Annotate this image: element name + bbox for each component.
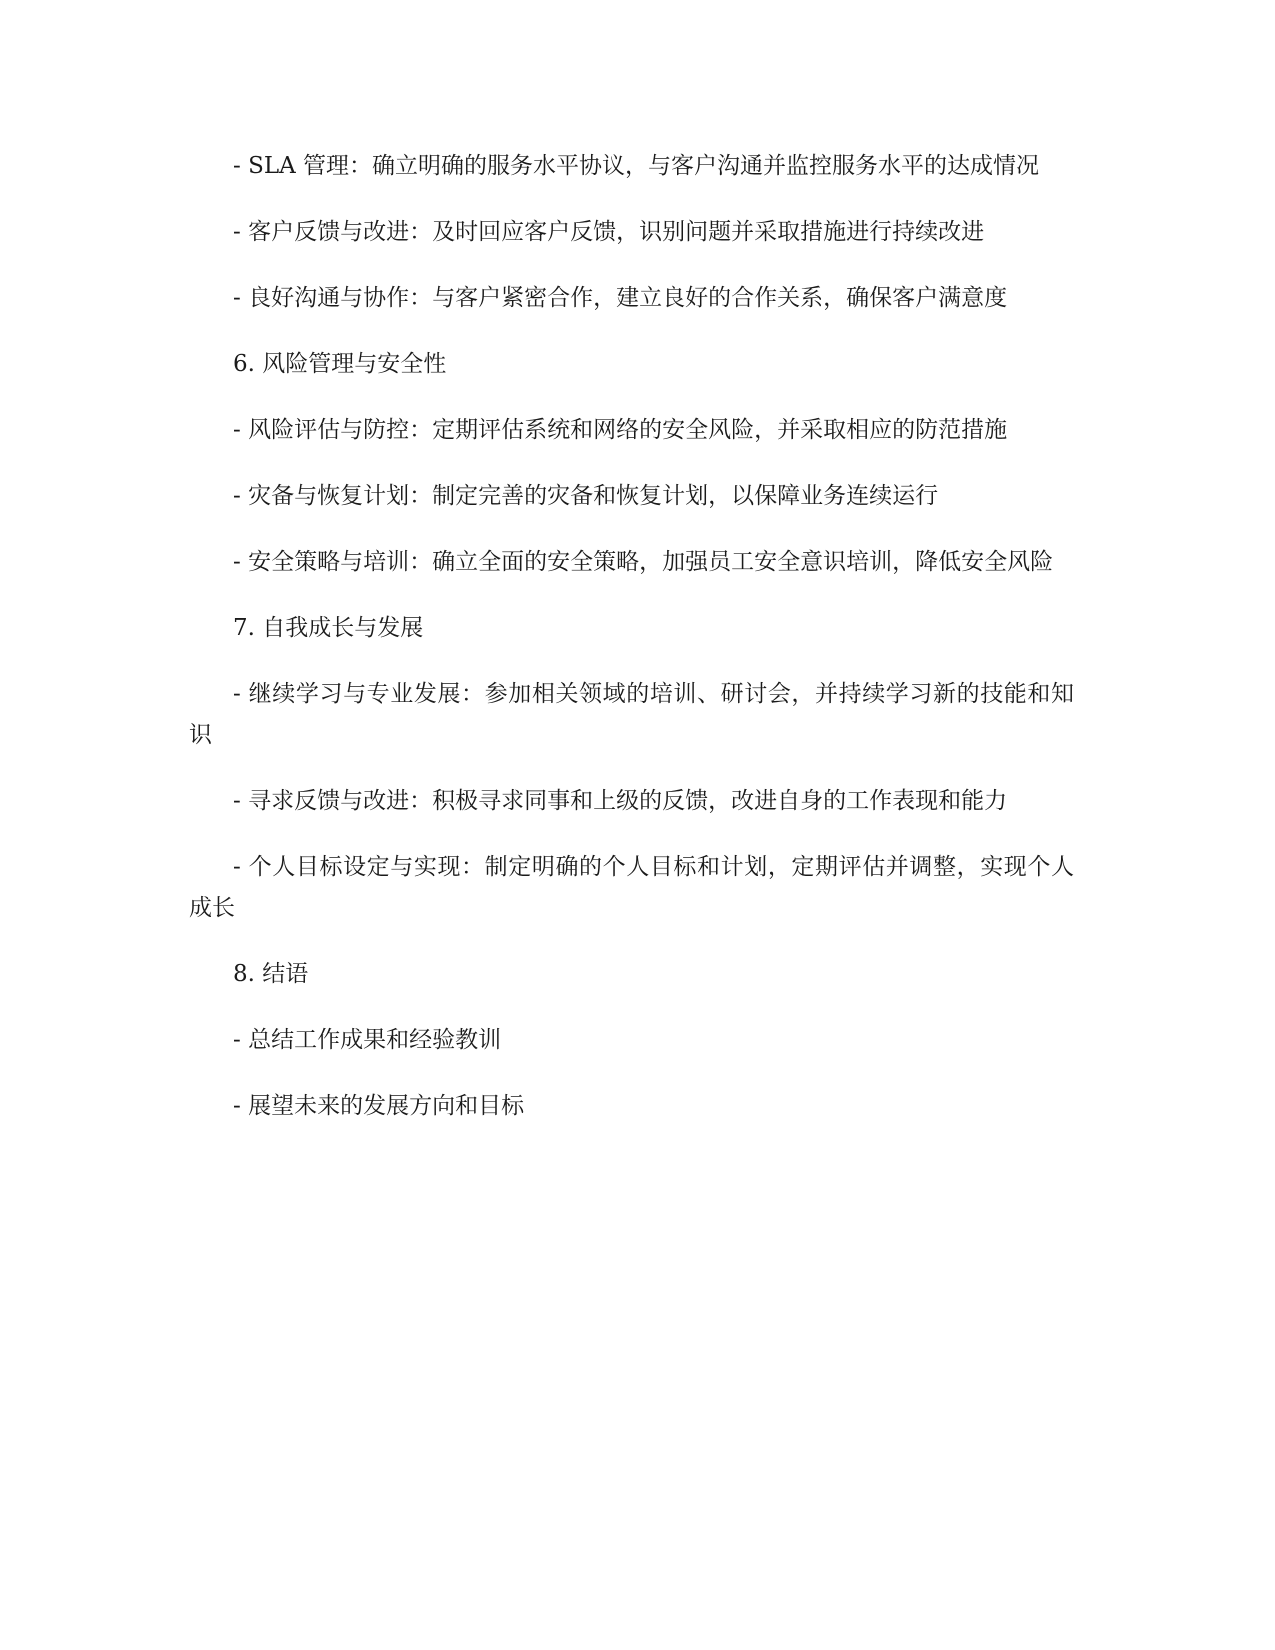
bullet-sla-management: - SLA 管理：确立明确的服务水平协议，与客户沟通并监控服务水平的达成情况 (233, 153, 1040, 179)
bullet-customer-feedback: - 客户反馈与改进：及时回应客户反馈，识别问题并采取措施进行持续改进 (233, 219, 985, 245)
section-heading-conclusion: 8. 结语 (233, 961, 309, 987)
bullet-security-policy: - 安全策略与培训：确立全面的安全策略，加强员工安全意识培训，降低安全风险 (233, 549, 1054, 575)
bullet-outlook: - 展望未来的发展方向和目标 (233, 1093, 525, 1119)
bullet-communication-collaboration: - 良好沟通与协作：与客户紧密合作，建立良好的合作关系，确保客户满意度 (233, 285, 1008, 311)
bullet-summary: - 总结工作成果和经验教训 (233, 1027, 502, 1053)
bullet-seek-feedback: - 寻求反馈与改进：积极寻求同事和上级的反馈，改进自身的工作表现和能力 (233, 788, 1008, 814)
bullet-personal-goals: - 个人目标设定与实现：制定明确的个人目标和计划，定期评估并调整，实现个人成长 (189, 854, 1074, 921)
document-body (189, 146, 1074, 1152)
bullet-risk-assessment: - 风险评估与防控：定期评估系统和网络的安全风险，并采取相应的防范措施 (233, 417, 1008, 443)
section-heading-risk-security: 6. 风险管理与安全性 (233, 351, 447, 377)
bullet-continuous-learning: - 继续学习与专业发展：参加相关领域的培训、研讨会，并持续学习新的技能和知识 (189, 681, 1074, 748)
section-heading-self-growth: 7. 自我成长与发展 (233, 615, 424, 641)
bullet-disaster-recovery: - 灾备与恢复计划：制定完善的灾备和恢复计划，以保障业务连续运行 (233, 483, 939, 509)
